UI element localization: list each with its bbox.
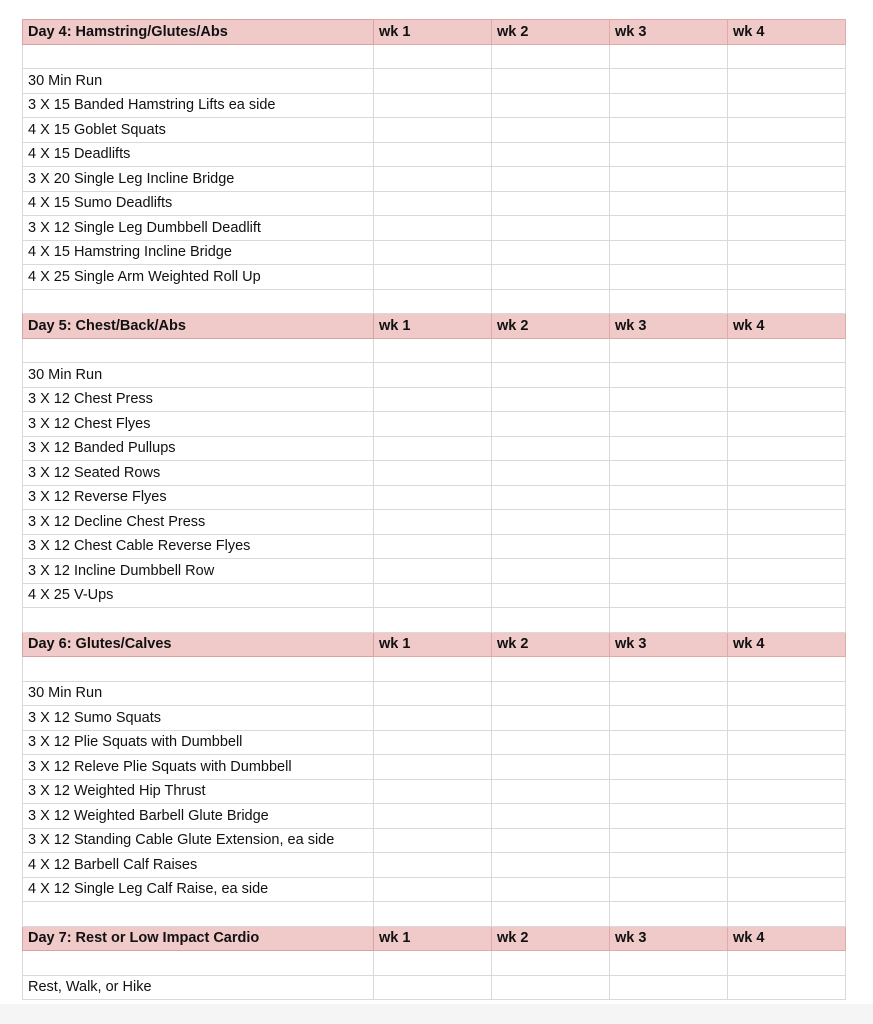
week-entry-cell[interactable]: [492, 167, 610, 192]
week-entry-cell[interactable]: [374, 804, 492, 829]
week-entry-cell[interactable]: [374, 363, 492, 388]
exercise-row: [23, 510, 846, 535]
week-entry-cell[interactable]: [610, 755, 728, 780]
exercise-cell[interactable]: [23, 240, 374, 265]
week-entry-cell[interactable]: [374, 240, 492, 265]
exercise-cell[interactable]: [23, 706, 374, 731]
exercise-row: [23, 461, 846, 486]
exercise-label: 3 X 12 Releve Plie Squats with Dumbbell: [28, 758, 292, 775]
week-entry-cell[interactable]: [374, 828, 492, 853]
week-entry-cell[interactable]: [374, 681, 492, 706]
day-title[interactable]: Day 5: Chest/Back/Abs: [23, 314, 374, 339]
day-header-row: [23, 632, 846, 657]
exercise-row: [23, 485, 846, 510]
exercise-row: [23, 559, 846, 584]
week-entry-cell[interactable]: [374, 559, 492, 584]
week-entry-cell[interactable]: [492, 363, 610, 388]
exercise-label: 30 Min Run: [28, 72, 103, 89]
exercise-cell[interactable]: [23, 191, 374, 216]
week-column-header[interactable]: wk 3: [610, 926, 728, 951]
week-entry-cell[interactable]: [610, 485, 728, 510]
week-entry-cell[interactable]: [492, 69, 610, 94]
exercise-row: [23, 436, 846, 461]
exercise-row: [23, 706, 846, 731]
week-entry-cell[interactable]: [610, 167, 728, 192]
day-title[interactable]: Day 7: Rest or Low Impact Cardio: [23, 926, 374, 951]
exercise-cell[interactable]: [23, 412, 374, 437]
exercise-row: [23, 387, 846, 412]
week-entry-cell[interactable]: [728, 510, 846, 535]
exercise-row: [23, 265, 846, 290]
spacer-row: [23, 608, 846, 633]
exercise-row: [23, 804, 846, 829]
exercise-cell[interactable]: [23, 681, 374, 706]
week-entry-cell[interactable]: [610, 877, 728, 902]
exercise-cell[interactable]: [23, 436, 374, 461]
week-entry-cell[interactable]: [610, 510, 728, 535]
exercise-cell[interactable]: [23, 265, 374, 290]
week-column-header[interactable]: wk 2: [492, 632, 610, 657]
exercise-label: 3 X 12 Weighted Barbell Glute Bridge: [28, 807, 269, 824]
week-entry-cell[interactable]: [728, 93, 846, 118]
exercise-row: [23, 363, 846, 388]
week-entry-cell[interactable]: [374, 755, 492, 780]
week-entry-cell[interactable]: [610, 93, 728, 118]
week-entry-cell[interactable]: [728, 975, 846, 1000]
week-entry-cell[interactable]: [728, 608, 846, 633]
exercise-row: [23, 69, 846, 94]
week-entry-cell[interactable]: [610, 804, 728, 829]
week-entry-cell[interactable]: [492, 191, 610, 216]
week-entry-cell[interactable]: [492, 902, 610, 927]
week-entry-cell[interactable]: [610, 412, 728, 437]
exercise-label: 3 X 12 Decline Chest Press: [28, 513, 206, 530]
exercise-cell[interactable]: [23, 730, 374, 755]
week-entry-cell[interactable]: [610, 265, 728, 290]
week-entry-cell[interactable]: [374, 461, 492, 486]
week-entry-cell[interactable]: [728, 755, 846, 780]
week-entry-cell[interactable]: [728, 118, 846, 143]
empty-label-cell[interactable]: [23, 289, 374, 314]
week-entry-cell[interactable]: [728, 289, 846, 314]
week-entry-cell[interactable]: [374, 289, 492, 314]
exercise-label: 3 X 12 Chest Flyes: [28, 415, 151, 432]
week-column-header[interactable]: wk 1: [374, 632, 492, 657]
exercise-row: [23, 975, 846, 1000]
week-entry-cell[interactable]: [374, 510, 492, 535]
spacer-row: [23, 657, 846, 682]
week-entry-cell[interactable]: [374, 902, 492, 927]
empty-label-cell[interactable]: [23, 608, 374, 633]
week-entry-cell[interactable]: [374, 583, 492, 608]
exercise-label: 3 X 12 Banded Pullups: [28, 440, 176, 457]
exercise-cell[interactable]: [23, 93, 374, 118]
week-entry-cell[interactable]: [492, 583, 610, 608]
exercise-label: 4 X 12 Barbell Calf Raises: [28, 856, 198, 873]
week-entry-cell[interactable]: [492, 534, 610, 559]
exercise-label: 3 X 12 Single Leg Dumbbell Deadlift: [28, 219, 261, 236]
exercise-row: [23, 216, 846, 241]
exercise-label: 4 X 15 Hamstring Incline Bridge: [28, 244, 232, 261]
exercise-cell[interactable]: [23, 363, 374, 388]
week-entry-cell[interactable]: [374, 657, 492, 682]
week-column-header[interactable]: wk 3: [610, 632, 728, 657]
exercise-row: [23, 534, 846, 559]
exercise-cell[interactable]: [23, 118, 374, 143]
exercise-row: [23, 118, 846, 143]
week-entry-cell[interactable]: [374, 412, 492, 437]
empty-label-cell[interactable]: [23, 951, 374, 976]
exercise-cell[interactable]: [23, 975, 374, 1000]
exercise-cell[interactable]: [23, 755, 374, 780]
week-entry-cell[interactable]: [492, 828, 610, 853]
week-entry-cell[interactable]: [492, 706, 610, 731]
exercise-label: 3 X 20 Single Leg Incline Bridge: [28, 170, 235, 187]
week-column-header[interactable]: wk 2: [492, 314, 610, 339]
week-entry-cell[interactable]: [728, 191, 846, 216]
spacer-row: [23, 338, 846, 363]
week-entry-cell[interactable]: [374, 118, 492, 143]
week-entry-cell[interactable]: [492, 608, 610, 633]
week-entry-cell[interactable]: [374, 167, 492, 192]
week-entry-cell[interactable]: [610, 461, 728, 486]
exercise-cell[interactable]: [23, 142, 374, 167]
exercise-row: [23, 167, 846, 192]
week-entry-cell[interactable]: [610, 44, 728, 69]
day-header-row: [23, 20, 846, 45]
week-entry-cell[interactable]: [728, 461, 846, 486]
week-entry-cell[interactable]: [728, 485, 846, 510]
week-entry-cell[interactable]: [728, 853, 846, 878]
exercise-label: 4 X 25 Single Arm Weighted Roll Up: [28, 268, 261, 285]
week-entry-cell[interactable]: [374, 69, 492, 94]
week-column-header[interactable]: wk 1: [374, 926, 492, 951]
exercise-cell[interactable]: [23, 461, 374, 486]
exercise-label: Rest, Walk, or Hike: [28, 979, 152, 996]
week-entry-cell[interactable]: [374, 877, 492, 902]
exercise-cell[interactable]: [23, 583, 374, 608]
exercise-cell[interactable]: [23, 167, 374, 192]
week-entry-cell[interactable]: [728, 240, 846, 265]
week-entry-cell[interactable]: [374, 142, 492, 167]
week-entry-cell[interactable]: [374, 730, 492, 755]
exercise-cell[interactable]: [23, 69, 374, 94]
week-entry-cell[interactable]: [492, 436, 610, 461]
week-entry-cell[interactable]: [492, 877, 610, 902]
exercise-label: 4 X 15 Goblet Squats: [28, 121, 166, 138]
exercise-cell[interactable]: [23, 510, 374, 535]
day-header-row: [23, 314, 846, 339]
week-entry-cell[interactable]: [610, 191, 728, 216]
week-entry-cell[interactable]: [492, 485, 610, 510]
week-entry-cell[interactable]: [728, 877, 846, 902]
week-entry-cell[interactable]: [728, 657, 846, 682]
exercise-label: 3 X 12 Sumo Squats: [28, 709, 161, 726]
exercise-label: 4 X 15 Deadlifts: [28, 146, 131, 163]
week-entry-cell[interactable]: [492, 265, 610, 290]
exercise-label: 30 Min Run: [28, 366, 103, 383]
week-entry-cell[interactable]: [728, 167, 846, 192]
week-column-header[interactable]: wk 3: [610, 314, 728, 339]
week-entry-cell[interactable]: [728, 338, 846, 363]
week-column-header[interactable]: wk 4: [728, 314, 846, 339]
week-entry-cell[interactable]: [610, 436, 728, 461]
week-column-header[interactable]: wk 2: [492, 20, 610, 45]
week-entry-cell[interactable]: [610, 828, 728, 853]
exercise-row: [23, 583, 846, 608]
spacer-row: [23, 289, 846, 314]
week-entry-cell[interactable]: [374, 191, 492, 216]
day-title[interactable]: Day 6: Glutes/Calves: [23, 632, 374, 657]
exercise-label: 3 X 12 Standing Cable Glute Extension, ea side: [28, 832, 335, 849]
week-entry-cell[interactable]: [492, 951, 610, 976]
week-entry-cell[interactable]: [728, 216, 846, 241]
exercise-row: [23, 191, 846, 216]
week-entry-cell[interactable]: [492, 93, 610, 118]
empty-label-cell[interactable]: [23, 338, 374, 363]
week-entry-cell[interactable]: [728, 828, 846, 853]
week-entry-cell[interactable]: [492, 387, 610, 412]
week-entry-cell[interactable]: [728, 583, 846, 608]
week-entry-cell[interactable]: [728, 804, 846, 829]
week-entry-cell[interactable]: [610, 681, 728, 706]
week-entry-cell[interactable]: [728, 559, 846, 584]
exercise-cell[interactable]: [23, 828, 374, 853]
week-entry-cell[interactable]: [492, 216, 610, 241]
week-entry-cell[interactable]: [492, 559, 610, 584]
week-column-header[interactable]: wk 4: [728, 926, 846, 951]
week-entry-cell[interactable]: [492, 755, 610, 780]
day-header-row: [23, 926, 846, 951]
week-entry-cell[interactable]: [492, 657, 610, 682]
week-entry-cell[interactable]: [374, 608, 492, 633]
week-entry-cell[interactable]: [610, 706, 728, 731]
exercise-cell[interactable]: [23, 387, 374, 412]
exercise-cell[interactable]: [23, 804, 374, 829]
week-entry-cell[interactable]: [374, 265, 492, 290]
week-column-header[interactable]: wk 3: [610, 20, 728, 45]
exercise-label: 3 X 12 Seated Rows: [28, 464, 161, 481]
week-entry-cell[interactable]: [610, 779, 728, 804]
week-entry-cell[interactable]: [492, 338, 610, 363]
week-entry-cell[interactable]: [374, 534, 492, 559]
empty-label-cell[interactable]: [23, 902, 374, 927]
spacer-row: [23, 902, 846, 927]
empty-label-cell[interactable]: [23, 44, 374, 69]
week-entry-cell[interactable]: [610, 240, 728, 265]
bottom-scroll-area: [0, 1004, 873, 1024]
week-entry-cell[interactable]: [374, 216, 492, 241]
week-entry-cell[interactable]: [610, 853, 728, 878]
sheet-body: [23, 20, 846, 1000]
week-entry-cell[interactable]: [728, 951, 846, 976]
week-entry-cell[interactable]: [610, 559, 728, 584]
week-entry-cell[interactable]: [728, 142, 846, 167]
week-entry-cell[interactable]: [610, 338, 728, 363]
week-entry-cell[interactable]: [492, 142, 610, 167]
week-entry-cell[interactable]: [728, 730, 846, 755]
week-entry-cell[interactable]: [492, 412, 610, 437]
week-entry-cell[interactable]: [610, 69, 728, 94]
week-entry-cell[interactable]: [492, 461, 610, 486]
exercise-cell[interactable]: [23, 216, 374, 241]
week-entry-cell[interactable]: [610, 118, 728, 143]
week-entry-cell[interactable]: [610, 387, 728, 412]
exercise-row: [23, 779, 846, 804]
week-entry-cell[interactable]: [492, 853, 610, 878]
week-entry-cell[interactable]: [610, 289, 728, 314]
week-entry-cell[interactable]: [374, 338, 492, 363]
exercise-label: 3 X 15 Banded Hamstring Lifts ea side: [28, 97, 276, 114]
week-column-header[interactable]: wk 2: [492, 926, 610, 951]
week-entry-cell[interactable]: [610, 534, 728, 559]
exercise-row: [23, 828, 846, 853]
exercise-label: 4 X 15 Sumo Deadlifts: [28, 195, 173, 212]
exercise-label: 4 X 25 V-Ups: [28, 587, 114, 604]
week-entry-cell[interactable]: [728, 706, 846, 731]
week-entry-cell[interactable]: [610, 975, 728, 1000]
week-entry-cell[interactable]: [374, 93, 492, 118]
week-entry-cell[interactable]: [492, 510, 610, 535]
exercise-label: 3 X 12 Reverse Flyes: [28, 489, 167, 506]
week-entry-cell[interactable]: [492, 975, 610, 1000]
exercise-row: [23, 730, 846, 755]
week-entry-cell[interactable]: [374, 44, 492, 69]
exercise-cell[interactable]: [23, 779, 374, 804]
week-entry-cell[interactable]: [728, 902, 846, 927]
week-entry-cell[interactable]: [374, 975, 492, 1000]
week-entry-cell[interactable]: [374, 951, 492, 976]
week-entry-cell[interactable]: [374, 853, 492, 878]
week-entry-cell[interactable]: [728, 44, 846, 69]
empty-label-cell[interactable]: [23, 657, 374, 682]
week-column-header[interactable]: wk 1: [374, 314, 492, 339]
week-column-header[interactable]: wk 4: [728, 20, 846, 45]
week-entry-cell[interactable]: [728, 387, 846, 412]
week-entry-cell[interactable]: [492, 118, 610, 143]
week-entry-cell[interactable]: [374, 779, 492, 804]
week-entry-cell[interactable]: [492, 240, 610, 265]
week-entry-cell[interactable]: [492, 730, 610, 755]
week-entry-cell[interactable]: [492, 289, 610, 314]
week-entry-cell[interactable]: [610, 657, 728, 682]
spacer-row: [23, 44, 846, 69]
week-entry-cell[interactable]: [492, 804, 610, 829]
week-entry-cell[interactable]: [728, 436, 846, 461]
week-entry-cell[interactable]: [610, 902, 728, 927]
exercise-row: [23, 412, 846, 437]
week-entry-cell[interactable]: [374, 485, 492, 510]
week-entry-cell[interactable]: [374, 706, 492, 731]
exercise-label: 30 Min Run: [28, 685, 103, 702]
workout-sheet-table: [22, 19, 846, 1000]
week-entry-cell[interactable]: [728, 69, 846, 94]
exercise-row: [23, 853, 846, 878]
week-entry-cell[interactable]: [610, 608, 728, 633]
week-entry-cell[interactable]: [728, 412, 846, 437]
exercise-cell[interactable]: [23, 485, 374, 510]
week-entry-cell[interactable]: [374, 436, 492, 461]
week-entry-cell[interactable]: [610, 363, 728, 388]
exercise-row: [23, 142, 846, 167]
week-entry-cell[interactable]: [492, 681, 610, 706]
exercise-cell[interactable]: [23, 877, 374, 902]
exercise-cell[interactable]: [23, 853, 374, 878]
exercise-row: [23, 755, 846, 780]
exercise-label: 4 X 12 Single Leg Calf Raise, ea side: [28, 881, 269, 898]
week-entry-cell[interactable]: [610, 142, 728, 167]
exercise-label: 3 X 12 Chest Press: [28, 391, 153, 408]
week-entry-cell[interactable]: [374, 387, 492, 412]
week-column-header[interactable]: wk 4: [728, 632, 846, 657]
week-entry-cell[interactable]: [492, 44, 610, 69]
exercise-row: [23, 240, 846, 265]
spacer-row: [23, 951, 846, 976]
week-entry-cell[interactable]: [610, 951, 728, 976]
exercise-row: [23, 93, 846, 118]
week-entry-cell[interactable]: [728, 779, 846, 804]
week-entry-cell[interactable]: [610, 216, 728, 241]
week-entry-cell[interactable]: [610, 730, 728, 755]
exercise-row: [23, 877, 846, 902]
week-entry-cell[interactable]: [728, 363, 846, 388]
day-title[interactable]: Day 4: Hamstring/Glutes/Abs: [23, 20, 374, 45]
exercise-label: 3 X 12 Weighted Hip Thrust: [28, 783, 206, 800]
exercise-cell[interactable]: [23, 559, 374, 584]
exercise-label: 3 X 12 Chest Cable Reverse Flyes: [28, 538, 251, 555]
week-entry-cell[interactable]: [728, 681, 846, 706]
exercise-row: [23, 681, 846, 706]
exercise-label: 3 X 12 Plie Squats with Dumbbell: [28, 734, 243, 751]
week-entry-cell[interactable]: [610, 583, 728, 608]
exercise-label: 3 X 12 Incline Dumbbell Row: [28, 562, 215, 579]
week-entry-cell[interactable]: [728, 265, 846, 290]
exercise-cell[interactable]: [23, 534, 374, 559]
week-entry-cell[interactable]: [492, 779, 610, 804]
week-entry-cell[interactable]: [728, 534, 846, 559]
week-column-header[interactable]: wk 1: [374, 20, 492, 45]
